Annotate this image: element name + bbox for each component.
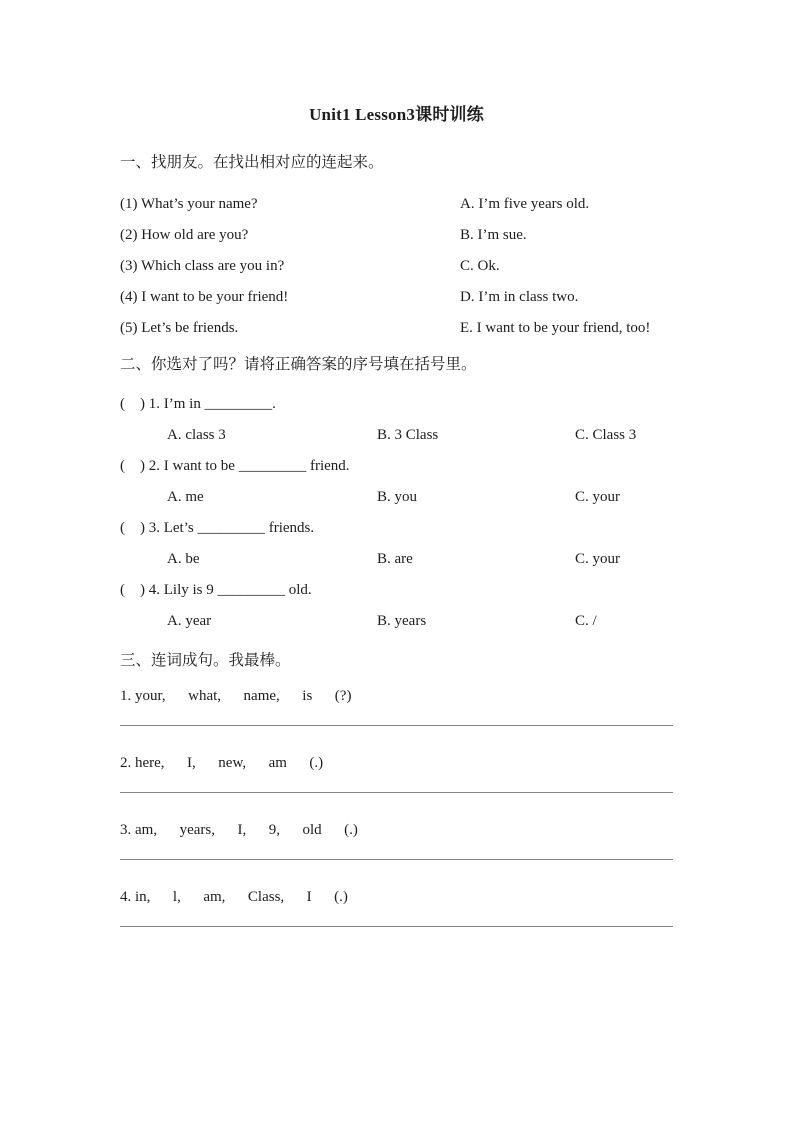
options-row	[120, 420, 673, 451]
answer-line	[120, 859, 673, 860]
option-a: A. year	[167, 613, 212, 629]
option-b: B. you	[377, 489, 418, 505]
matching-question: (2) How old are you?	[120, 227, 249, 243]
question-stem: ( ) 3. Let’s _________ friends.	[120, 520, 315, 536]
option-c: C. Class 3	[575, 427, 637, 443]
choice-question	[120, 575, 673, 637]
option-a: A. be	[167, 551, 200, 567]
section1-heading: 一、找朋友。在找出相对应的连起来。	[120, 154, 384, 171]
rearrange-item	[120, 882, 673, 927]
option-b: B. are	[377, 551, 413, 567]
rearrange-item	[120, 681, 673, 726]
rearrange-words: 4. in, l, am, Class, I (.)	[120, 889, 348, 905]
option-a: A. me	[167, 489, 204, 505]
matching-answer: B. I’m sue.	[460, 227, 527, 243]
matching-row	[120, 313, 673, 344]
answer-line	[120, 926, 673, 927]
matching-answer: A. I’m five years old.	[460, 196, 590, 212]
matching-answer: D. I’m in class two.	[460, 289, 579, 305]
question-stem: ( ) 2. I want to be _________ friend.	[120, 458, 350, 474]
page-title: Unit1 Lesson3课时训练	[309, 105, 484, 124]
options-row	[120, 544, 673, 575]
rearrange-words: 2. here, I, new, am (.)	[120, 755, 324, 771]
choice-question	[120, 513, 673, 575]
matching-question: (5) Let’s be friends.	[120, 320, 239, 336]
rearrange-item	[120, 815, 673, 860]
answer-line	[120, 725, 673, 726]
option-b: B. 3 Class	[377, 427, 439, 443]
choice-question	[120, 389, 673, 451]
option-c: C. your	[575, 489, 620, 505]
option-a: A. class 3	[167, 427, 226, 443]
matching-question: (1) What’s your name?	[120, 196, 258, 212]
question-stem: ( ) 1. I’m in _________.	[120, 396, 276, 412]
section3-heading: 三、连词成句。我最棒。	[120, 652, 291, 669]
section2-heading: 二、你选对了吗？请将正确答案的序号填在括号里。	[120, 356, 477, 373]
option-c: C. your	[575, 551, 620, 567]
matching-answer: C. Ok.	[460, 258, 500, 274]
matching-answer: E. I want to be your friend, too!	[460, 320, 651, 336]
options-row	[120, 606, 673, 637]
matching-list	[120, 189, 673, 344]
matching-question: (3) Which class are you in?	[120, 258, 285, 274]
question-stem: ( ) 4. Lily is 9 _________ old.	[120, 582, 312, 598]
rearrange-words: 3. am, years, I, 9, old (.)	[120, 822, 358, 838]
rearrange-words: 1. your, what, name, is (?)	[120, 688, 352, 704]
option-b: B. years	[377, 613, 427, 629]
matching-row	[120, 189, 673, 220]
choice-question	[120, 451, 673, 513]
matching-row	[120, 251, 673, 282]
rearrange-item	[120, 748, 673, 793]
matching-row	[120, 282, 673, 313]
matching-row	[120, 220, 673, 251]
options-row	[120, 482, 673, 513]
option-c: C. /	[575, 613, 597, 629]
matching-question: (4) I want to be your friend!	[120, 289, 289, 305]
answer-line	[120, 792, 673, 793]
